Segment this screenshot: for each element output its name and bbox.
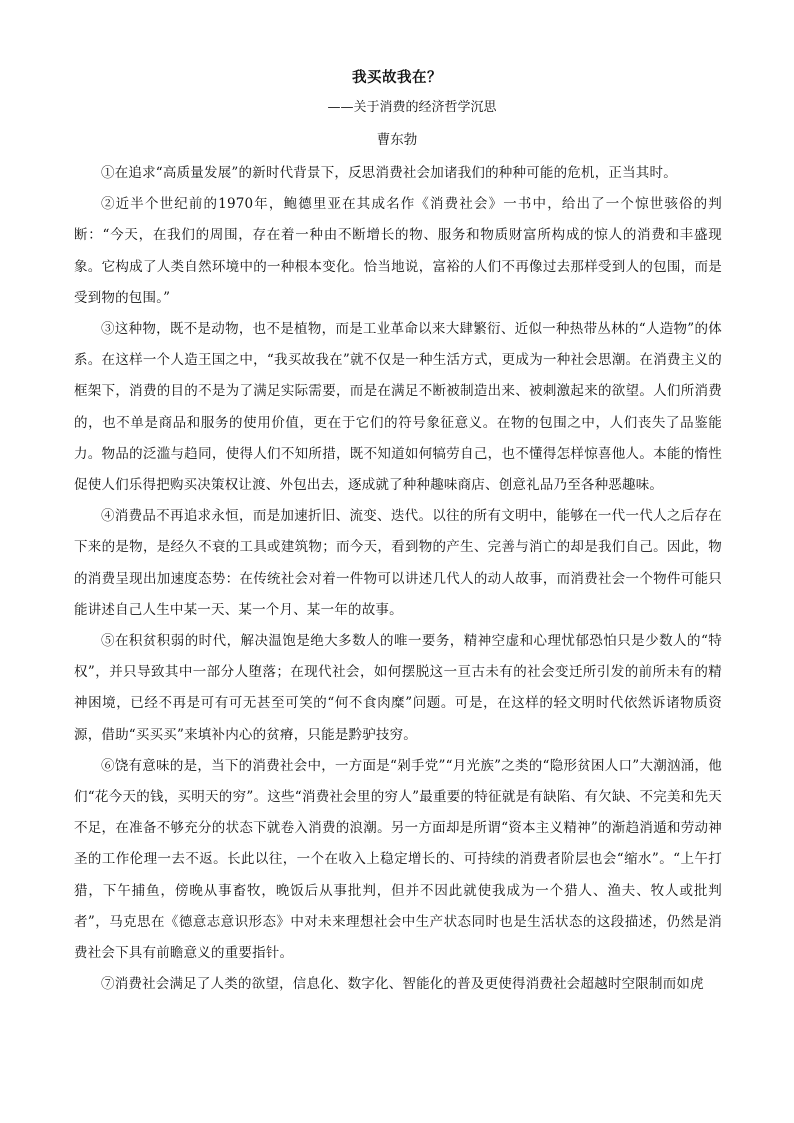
article-title: 我买故我在？ [352,69,442,86]
article-body [74,158,722,1000]
paragraph-7: ⑦消费社会满足了人类的欲望，信息化、数字化、智能化的普及更使得消费社会超越时空限制而如虎 [101,976,704,993]
paragraph-6: ⑥饶有意味的是，当下的消费社会中，一方面是“剁手党”“月光族”之类的“隐形贫困人口”大潮汹涌，他们“花今天的钱，买明天的穷”。这些“消费社会里的穷人”最重要的特征就是有缺陷、有欠缺、不完美和先天不足，在准备不够充分的状态下就卷入消费的浪潮。另一方面却是所谓“资本主义精神”的渐趋消遁和劳动神圣的工作伦理一去不返。长此以往，一个在收入上稳定增长的、可持续的消费者阶层也会“缩水”。“上午打猎，下午捕鱼，傍晚从事畜牧，晚饭后从事批判，但并不因此就使我成为一个猎人、渔夫、牧人或批判者”，马克思在《德意志意识形态》中对未来理想社会中生产状态同时也是生活状态的这段描述，仍然是消费社会下具有前瞻意义的重要指针。 [74,757,722,962]
paragraph-3: ③这种物，既不是动物，也不是植物，而是工业革命以来大肆繁衍、近似一种热带丛林的“人造物”的体系。在这样一个人造王国之中，“我买故我在”就不仅是一种生活方式，更成为一种社会思潮。在消费主义的框架下，消费的目的不是为了满足实际需要，而是在满足不断被制造出来、被刺激起来的欲望。人们所消费的，也不单是商品和服务的使用价值，更在于它们的符号象征意义。在物的包围之中，人们丧失了品鉴能力。物品的泛滥与趋同，使得人们不知所措，既不知道如何犒劳自己，也不懂得怎样惊喜他人。本能的惰性促使人们乐得把购买决策权让渡、外包出去，逐成就了种种趣味商店、创意礼品乃至各种恶趣味。 [74,321,722,494]
paragraph-5: ⑤在积贫积弱的时代，解决温饱是绝大多数人的唯一要务，精神空虚和心理忧郁恐怕只是少数人的“特权”，并只导致其中一部分人堕落；在现代社会，如何摆脱这一亘古未有的社会变迁所引发的前所未有的精神困境，已经不再是可有可无甚至可笑的“何不食肉糜”问题。可是，在这样的轻文明时代依然诉诸物质资源，借助“买买买”来填补内心的贫瘠，只能是黔驴技穷。 [74,633,722,743]
article-author: 曹东勃 [376,132,418,148]
paragraph-2: ②近半个世纪前的1970年，鲍德里亚在其成名作《消费社会》一书中，给出了一个惊世骇俗的判断：“今天，在我们的周围，存在着一种由不断增长的物、服务和物质财富所构成的惊人的消费和丰盛现象。它构成了人类自然环境中的一种根本变化。恰当地说，富裕的人们不再像过去那样受到人的包围，而是受到物的包围。” [74,196,722,306]
paragraph-4: ④消费品不再追求永恒，而是加速折旧、流变、迭代。以往的所有文明中，能够在一代一代人之后存在下来的是物，是经久不衰的工具或建筑物；而今天，看到物的产生、完善与消亡的却是我们自己。因此，物的消费呈现出加速度态势：在传统社会对着一件物可以讲述几代人的动人故事，而消费社会一个物件可能只能讲述自己人生中某一天、某一个月、某一年的故事。 [74,508,722,618]
article-subtitle: ——关于消费的经济哲学沉思 [327,100,497,115]
paragraph-1: ①在追求“高质量发展”的新时代背景下，反思消费社会加诸我们的种种可能的危机，正当其时。 [101,165,677,181]
